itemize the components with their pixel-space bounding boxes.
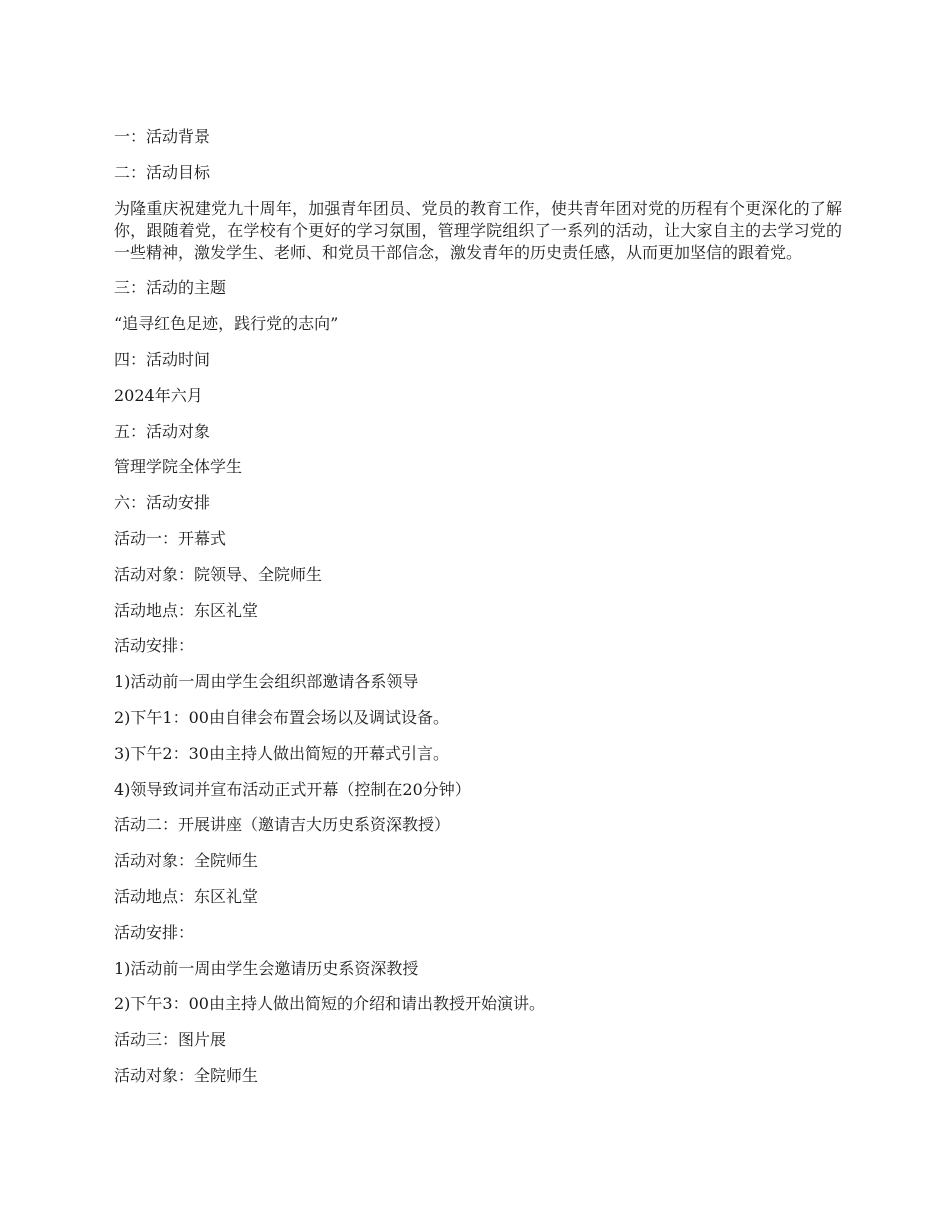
activity-one-location: 活动地点：东区礼堂	[114, 600, 259, 620]
activity-three-title: 活动三：图片展	[114, 1030, 227, 1050]
activity-one-audience: 活动对象：院领导、全院师生	[114, 564, 323, 584]
activity-one-arrangement-label: 活动安排：	[114, 636, 195, 656]
activity-one-step-1: 1)活动前一周由学生会组织部邀请各系领导	[114, 672, 419, 692]
section-heading-audience: 五：活动对象	[114, 421, 211, 441]
audience-text: 管理学院全体学生	[114, 457, 243, 477]
section-heading-goal: 二：活动目标	[114, 162, 211, 182]
section-heading-theme: 三：活动的主题	[114, 278, 227, 298]
goal-paragraph: 为隆重庆祝建党九十周年，加强青年团员、党员的教育工作，使共青年团对党的历程有个更深化的了解你，跟随着党，在学校有个更好的学习氛围，管理学院组织了一系列的活动，让大家自主的去学习党的一些精神，激发学生、老师、和党员干部信念，激发青年的历史责任感，从而更加坚信的跟着党。	[114, 198, 842, 262]
section-heading-schedule: 六：活动安排	[114, 493, 211, 513]
theme-text: “追寻红色足迹，践行党的志向”	[114, 314, 339, 334]
activity-one-step-3: 3)下午2：30由主持人做出简短的开幕式引言。	[114, 743, 449, 763]
section-heading-time: 四：活动时间	[114, 349, 211, 369]
activity-one-step-4: 4)领导致词并宣布活动正式开幕（控制在20分钟）	[114, 779, 471, 799]
activity-two-location: 活动地点：东区礼堂	[114, 886, 259, 906]
document-page	[114, 126, 842, 1101]
section-heading-background: 一：活动背景	[114, 127, 211, 146]
activity-one-step-2: 2)下午1：00由自律会布置会场以及调试设备。	[114, 707, 449, 727]
time-text: 2024年六月	[114, 385, 203, 405]
activity-two-step-2: 2)下午3：00由主持人做出简短的介绍和请出教授开始演讲。	[114, 994, 545, 1014]
activity-two-title: 活动二：开展讲座（邀请吉大历史系资深教授）	[114, 815, 451, 835]
activity-two-step-1: 1)活动前一周由学生会邀请历史系资深教授	[114, 958, 419, 978]
activity-one-title: 活动一：开幕式	[114, 528, 227, 548]
activity-three-audience: 活动对象：全院师生	[114, 1065, 259, 1085]
activity-two-arrangement-label: 活动安排：	[114, 922, 195, 942]
activity-two-audience: 活动对象：全院师生	[114, 851, 259, 871]
